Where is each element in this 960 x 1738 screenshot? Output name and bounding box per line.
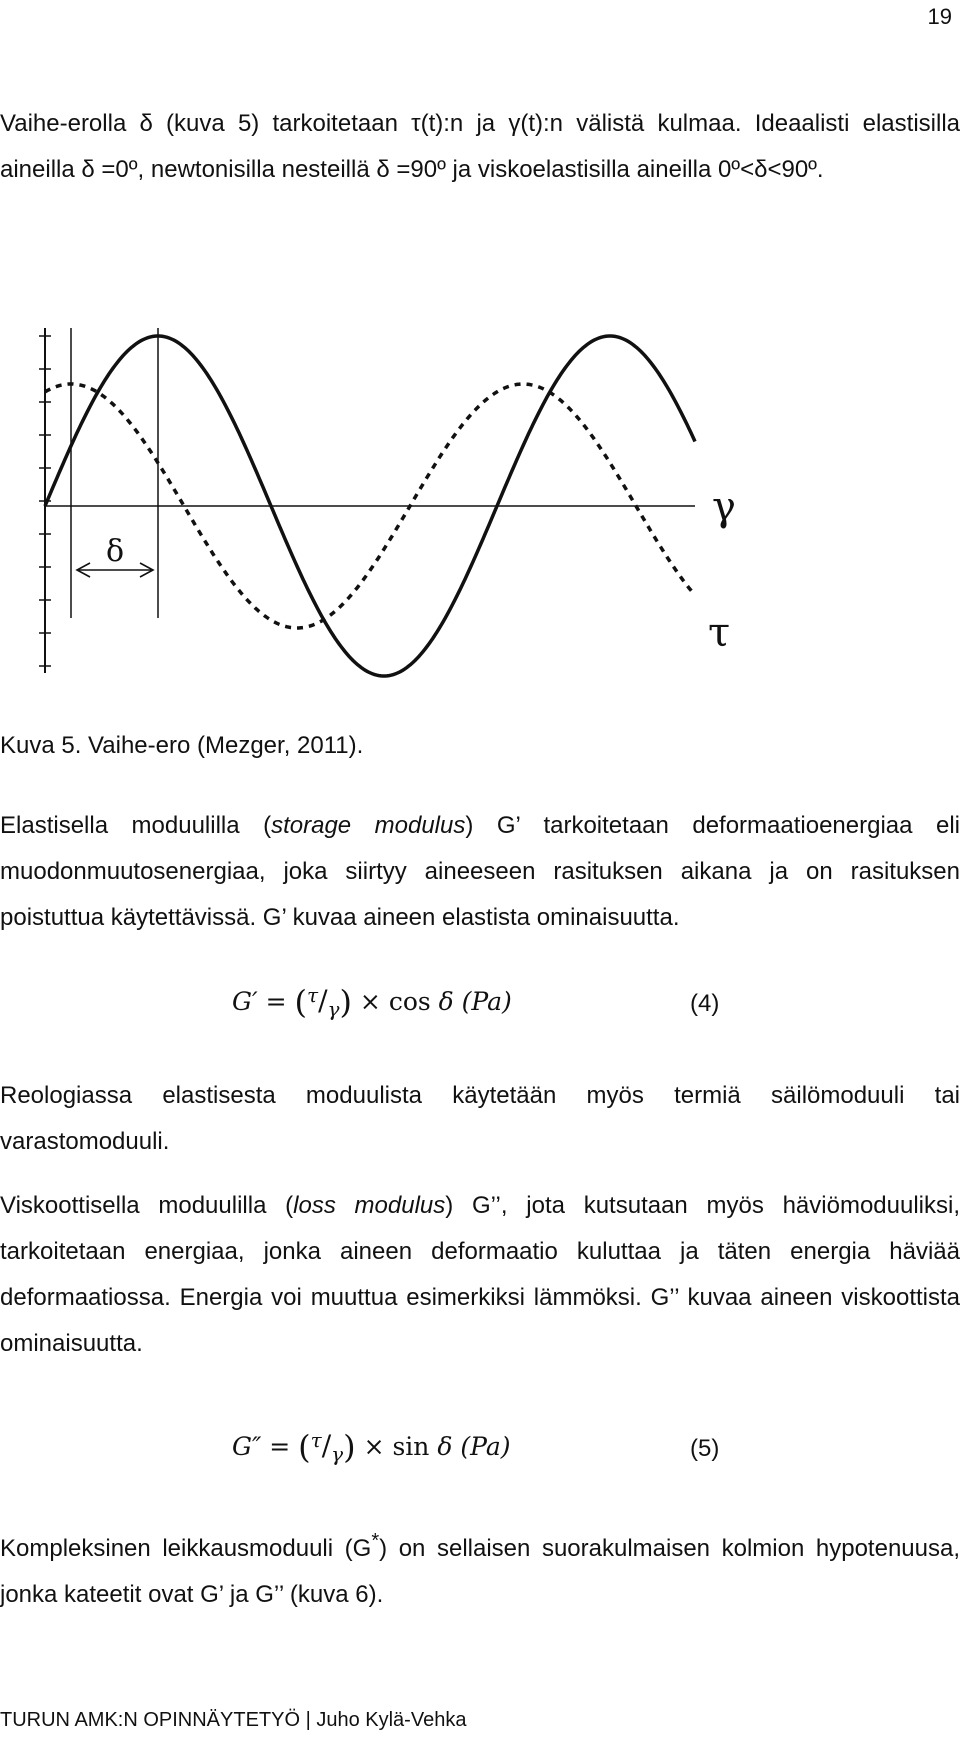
eq4-gamma: γ <box>327 997 340 1021</box>
storage-term: storage modulus <box>271 812 466 839</box>
complex-text-after: ) on sellaisen suorakulmaisen kolmion hypotenuusa, jonka kateetit ovat G’ ja G’’ (kuva 6). <box>0 1535 960 1608</box>
eq5-equals: = <box>269 1432 291 1461</box>
gamma-label: γ <box>712 484 736 530</box>
eq4-tau: τ <box>307 983 319 1007</box>
eq5-lhs: G″ <box>232 1432 262 1461</box>
eq5-tau: τ <box>310 1428 322 1452</box>
eq5-delta: δ <box>437 1432 453 1461</box>
complex-sup: * <box>371 1530 380 1552</box>
complex-modulus-paragraph <box>0 1518 960 1618</box>
eq4-equals: = <box>265 987 287 1016</box>
storage-modulus-paragraph <box>0 803 960 941</box>
eq5-unit: (Pa) <box>460 1432 511 1461</box>
reology-paragraph: Reologiassa elastisesta moduulista käytetään myös termiä säilömoduuli tai varastomoduuli. <box>0 1082 960 1155</box>
storage-text-after: ) G’ tarkoitetaan deformaatioenergiaa eli muodonmuutosenergiaa, joka siirtyy aineeseen rasituksen aikana ja on rasituksen poistuttua käytettävissä. G’ kuvaa aineen elastista ominaisuutta. <box>0 812 960 931</box>
loss-text-before: Viskoottisella moduulilla ( <box>0 1192 294 1219</box>
loss-text-after: ) G’’, jota kutsutaan myös häviömoduuliksi, tarkoitetaan energiaa, jonka aineen deformaatio kuluttaa ja täten energia häviää deformaatiossa. Energia voi muuttua esimerkiksi lämmöksi. G’’ kuvaa aineen viskoottista ominaisuutta. <box>0 1192 960 1357</box>
loss-modulus-paragraph <box>0 1183 960 1367</box>
eq4-func: cos <box>388 987 431 1016</box>
tau-label: τ <box>708 610 731 656</box>
page-number: 19 <box>927 4 952 29</box>
loss-term: loss modulus <box>293 1192 446 1219</box>
eq4-times: × <box>359 987 381 1016</box>
complex-text-before: Kompleksinen leikkausmoduuli (G <box>0 1535 372 1562</box>
delta-label: δ <box>105 534 125 569</box>
equation-4: $G' = (^\tau/_\gamma) \times \cos \delta$ (Pa) <box>232 983 512 1021</box>
eq5-gamma: γ <box>331 1442 344 1466</box>
equation-5: $G'' = (^\tau/_\gamma) \times \sin \delta$ (Pa) <box>232 1428 511 1466</box>
equation-5-number: (5) <box>690 1435 720 1462</box>
eq5-func: sin <box>392 1432 430 1461</box>
figure-caption: Kuva 5. Vaihe-ero (Mezger, 2011). <box>0 732 364 759</box>
phase-shift-figure <box>0 318 760 688</box>
eq4-delta: δ <box>438 987 454 1016</box>
storage-text-before: Elastisella moduulilla ( <box>0 812 272 839</box>
eq5-times: × <box>363 1432 385 1461</box>
intro-paragraph: Vaihe-erolla δ (kuva 5) tarkoitetaan τ(t):n ja γ(t):n välistä kulmaa. Ideaalisti elastisilla aineilla δ =0º, newtonisilla nesteillä δ =90º ja viskoelastisilla aineilla 0º<δ<90º. <box>0 110 960 183</box>
page-footer: TURUN AMK:N OPINNÄYTETYÖ | Juho Kylä-Vehka <box>0 1709 467 1731</box>
equation-4-number: (4) <box>690 990 720 1017</box>
eq4-unit: (Pa) <box>461 987 512 1016</box>
eq4-lhs: G′ <box>232 987 258 1016</box>
